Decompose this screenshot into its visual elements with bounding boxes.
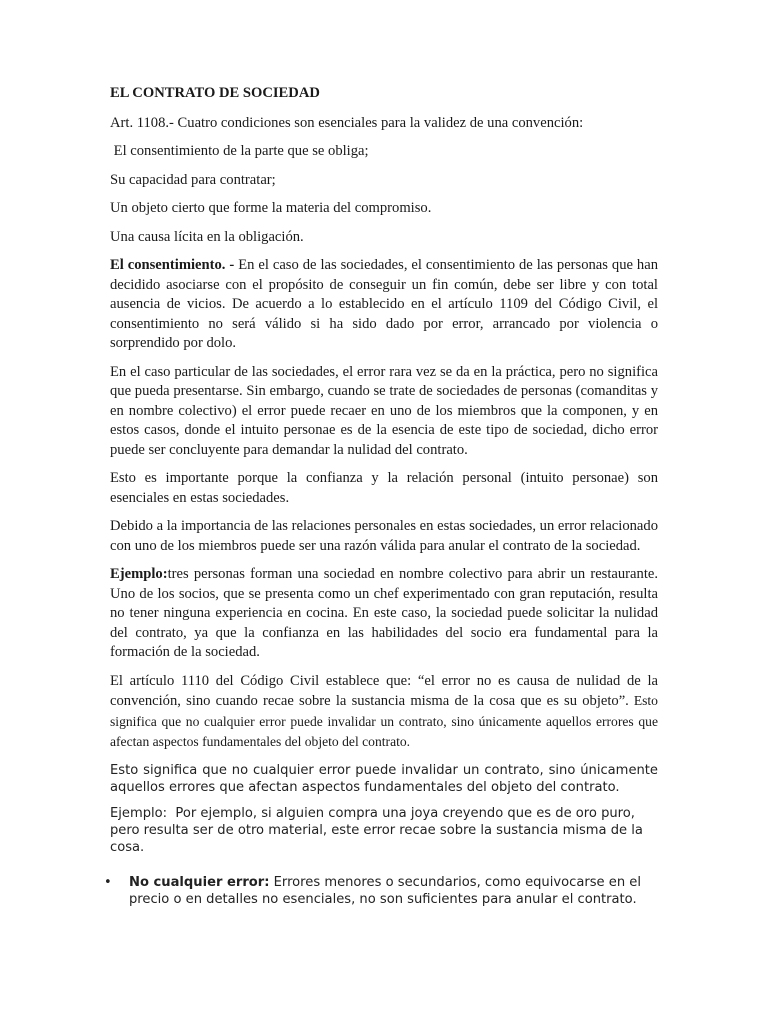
sans-paragraph-significance: Esto significa que no cualquier error puede invalidar un contrato, sino únicamente aquellos errores que afectan aspectos fundamentales del objeto del contrato. [110,762,658,795]
list-item [104,874,658,908]
error-paragraph: En el caso particular de las sociedades, el error rara vez se da en la práctica, pero no significa que pueda presentarse. Sin embargo, cuando se trate de sociedades de personas (comanditas y en nombre colectivo) el error puede recaer en uno de los miembros que la componen, y en estos casos, donde el intuito personae es de la esencia de este tipo de sociedad, dicho error puede ser concluyente para demandar la nulidad del contrato. [110,363,658,458]
consent-text: En el caso de las sociedades, el consentimiento de las personas que han decidido asociarse con el propósito de conseguir un fin común, debe ser libre y con total ausencia de vicios. De acuerdo a lo establecido en el artículo 1109 del Código Civil, el consentimiento no será válido si ha sido dado por error, arrancado por violencia o sorprendido por dolo. [110,257,659,351]
consent-heading: El consentimiento. - [110,257,235,273]
due-paragraph: Debido a la importancia de las relaciones personales en estas sociedades, un error relacionado con uno de los miembros puede ser una razón válida para anular el contrato de la sociedad. [110,518,658,554]
bullet-list [104,874,658,908]
article-1110-main: El artículo 1110 del Código Civil establece que: “el error no es causa de nulidad de la convención, sino cuando recae sobre la sustancia misma de la cosa que es su objeto”. [110,672,658,709]
document-title: EL CONTRATO DE SOCIEDAD [110,85,320,101]
example-paragraph [110,565,658,663]
article-1108-intro: Art. 1108.- Cuatro condiciones son esenciales para la validez de una convención: [110,114,584,131]
document-page [104,84,659,917]
condition-consent: El consentimiento de la parte que se obliga; [110,143,369,159]
example-label: Ejemplo: [110,566,168,582]
consent-paragraph [110,256,658,354]
bullet-marker: • [104,874,112,890]
condition-capacity: Su capacidad para contratar; [110,171,276,188]
condition-cause: Una causa lícita en la obligación. [110,228,304,245]
bullet-label: No cualquier error: [129,874,270,890]
bullet-text: Errores menores o secundarios, como equivocarse en el precio o en detalles no esenciales, no son suficientes para anular el contrato. [129,874,641,907]
example-text: tres personas forman una sociedad en nombre colectivo para abrir un restaurante. Uno de los socios, que se presenta como un chef experimentado con gran reputación, resulta no tener ninguna experiencia en cocina. En este caso, la sociedad puede solicitar la nulidad del contrato, ya que la confianza en las habilidades del socio era fundamental para la formación de la sociedad. [110,566,658,660]
sans-paragraph-example: Ejemplo: Por ejemplo, si alguien compra una joya creyendo que es de oro puro, pero resulta ser de otro material, este error recae sobre la sustancia misma de la cosa. [110,805,648,855]
condition-object: Un objeto cierto que forme la materia del compromiso. [110,200,432,216]
article-1110-paragraph [110,672,658,753]
importance-paragraph: Esto es importante porque la confianza y la relación personal (intuito personae) son esenciales en estas sociedades. [110,470,658,506]
article-1110-tail: Esto significa que no cualquier error puede invalidar un contrato, sino únicamente aquellos errores que afectan aspectos fundamentales del objeto del contrato. [110,693,658,749]
